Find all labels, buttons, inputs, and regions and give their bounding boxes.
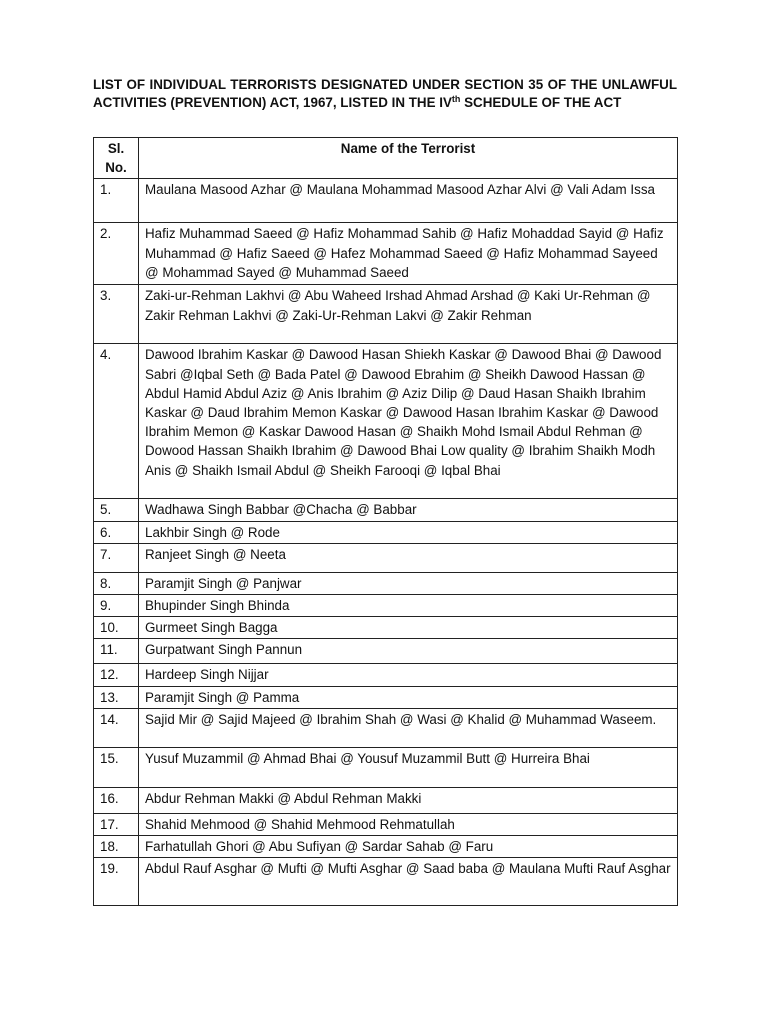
row-terrorist-name: Abdur Rehman Makki @ Abdul Rehman Makki xyxy=(139,787,678,813)
row-serial-number: 6. xyxy=(94,521,139,543)
row-terrorist-name: Gurpatwant Singh Pannun xyxy=(139,639,678,664)
table-row xyxy=(94,639,678,664)
row-terrorist-name: Lakhbir Singh @ Rode xyxy=(139,521,678,543)
table-row xyxy=(94,543,678,572)
table-row xyxy=(94,617,678,639)
row-serial-number: 10. xyxy=(94,617,139,639)
row-serial-number: 4. xyxy=(94,344,139,499)
column-header-name: Name of the Terrorist xyxy=(139,138,678,179)
row-terrorist-name: Hardeep Singh Nijjar xyxy=(139,664,678,686)
row-serial-number: 11. xyxy=(94,639,139,664)
row-serial-number: 1. xyxy=(94,179,139,223)
row-terrorist-name: Bhupinder Singh Bhinda xyxy=(139,595,678,617)
row-terrorist-name: Ranjeet Singh @ Neeta xyxy=(139,543,678,572)
row-serial-number: 3. xyxy=(94,285,139,344)
table-body xyxy=(94,179,678,906)
row-terrorist-name: Paramjit Singh @ Panjwar xyxy=(139,572,678,594)
table-row xyxy=(94,595,678,617)
terrorist-list-table xyxy=(93,137,678,906)
row-terrorist-name: Yusuf Muzammil @ Ahmad Bhai @ Yousuf Muzammil Butt @ Hurreira Bhai xyxy=(139,747,678,787)
row-serial-number: 18. xyxy=(94,836,139,858)
table-row xyxy=(94,858,678,906)
table-row xyxy=(94,344,678,499)
row-serial-number: 16. xyxy=(94,787,139,813)
row-terrorist-name: Abdul Rauf Asghar @ Mufti @ Mufti Asghar @ Saad baba @ Maulana Mufti Rauf Asghar xyxy=(139,858,678,906)
table-header-row xyxy=(94,138,678,179)
table-row xyxy=(94,223,678,285)
row-terrorist-name: Shahid Mehmood @ Shahid Mehmood Rehmatullah xyxy=(139,813,678,835)
row-serial-number: 9. xyxy=(94,595,139,617)
heading-text-end: SCHEDULE OF THE ACT xyxy=(460,95,622,110)
table-row xyxy=(94,787,678,813)
table-row xyxy=(94,686,678,708)
table-row xyxy=(94,708,678,747)
table-row xyxy=(94,836,678,858)
table-row xyxy=(94,572,678,594)
row-terrorist-name: Dawood Ibrahim Kaskar @ Dawood Hasan Shiekh Kaskar @ Dawood Bhai @ Dawood Sabri @Iqbal Seth @ Bada Patel @ Dawood Ebrahim @ Sheikh Dawood Hassan @ Abdul Hamid Abdul Aziz @ Anis Ibrahim @ Aziz Dilip @ Daud Hasan Shaikh Ibrahim Kaskar @ Daud Ibrahim Memon Kaskar @ Dawood Hasan Ibrahim Kaskar @ Dawood Ibrahim Memon @ Kaskar Dawood Hasan @ Shaikh Mohd Ismail Abdul Rehman @ Dowood Hassan Shaikh Ibrahim @ Dawood Bhai Low quality @ Ibrahim Shaikh Modh Anis @ Shaikh Ismail Abdul @ Sheikh Farooqi @ Iqbal Bhai xyxy=(139,344,678,499)
row-terrorist-name: Gurmeet Singh Bagga xyxy=(139,617,678,639)
table-row xyxy=(94,664,678,686)
table-row xyxy=(94,285,678,344)
document-heading xyxy=(93,76,677,112)
row-terrorist-name: Wadhawa Singh Babbar @Chacha @ Babbar xyxy=(139,499,678,521)
row-terrorist-name: Maulana Masood Azhar @ Maulana Mohammad Masood Azhar Alvi @ Vali Adam Issa xyxy=(139,179,678,223)
table-row xyxy=(94,813,678,835)
table-row xyxy=(94,747,678,787)
row-serial-number: 19. xyxy=(94,858,139,906)
table-row xyxy=(94,179,678,223)
column-header-sl-no: Sl. No. xyxy=(94,138,139,179)
row-serial-number: 8. xyxy=(94,572,139,594)
row-terrorist-name: Paramjit Singh @ Pamma xyxy=(139,686,678,708)
row-terrorist-name: Hafiz Muhammad Saeed @ Hafiz Mohammad Sahib @ Hafiz Mohaddad Sayid @ Hafiz Muhammad @ Hafiz Saeed @ Hafez Mohammad Saeed @ Hafiz Mohammad Sayeed @ Mohammad Sayed @ Muhammad Saeed xyxy=(139,223,678,285)
row-serial-number: 7. xyxy=(94,543,139,572)
heading-superscript: th xyxy=(451,94,461,104)
table-row xyxy=(94,521,678,543)
row-terrorist-name: Sajid Mir @ Sajid Majeed @ Ibrahim Shah @ Wasi @ Khalid @ Muhammad Waseem. xyxy=(139,708,678,747)
row-serial-number: 13. xyxy=(94,686,139,708)
row-serial-number: 17. xyxy=(94,813,139,835)
table-row xyxy=(94,499,678,521)
row-terrorist-name: Farhatullah Ghori @ Abu Sufiyan @ Sardar Sahab @ Faru xyxy=(139,836,678,858)
row-terrorist-name: Zaki-ur-Rehman Lakhvi @ Abu Waheed Irshad Ahmad Arshad @ Kaki Ur-Rehman @ Zakir Rehman Lakhvi @ Zaki-Ur-Rehman Lakvi @ Zakir Rehman xyxy=(139,285,678,344)
row-serial-number: 14. xyxy=(94,708,139,747)
heading-text: LIST OF INDIVIDUAL TERRORISTS DESIGNATED UNDER SECTION 35 OF THE UNLAWFUL ACTIVITIES (PREVENTION) ACT, 1967, LISTED IN THE IV xyxy=(93,77,677,110)
row-serial-number: 15. xyxy=(94,747,139,787)
row-serial-number: 2. xyxy=(94,223,139,285)
row-serial-number: 5. xyxy=(94,499,139,521)
row-serial-number: 12. xyxy=(94,664,139,686)
